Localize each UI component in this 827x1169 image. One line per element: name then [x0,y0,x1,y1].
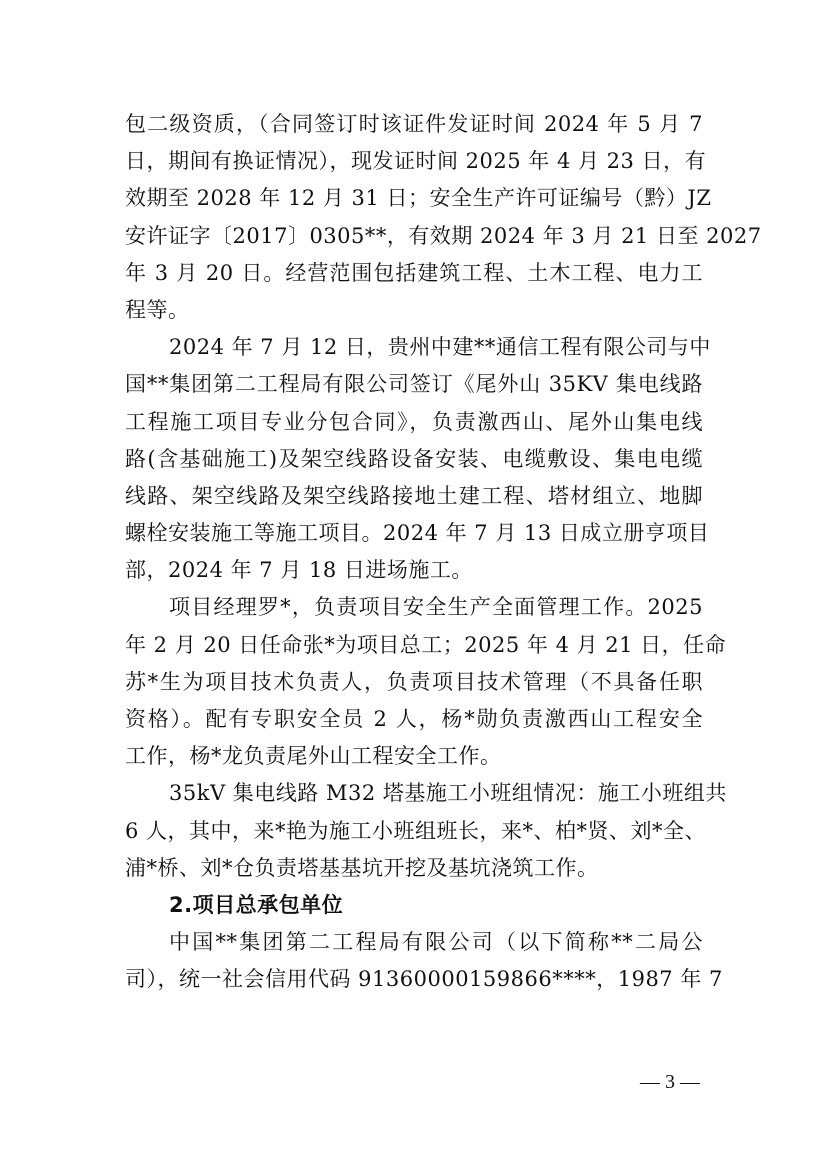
text-line: 螺栓安装施工等施工项目。2024 年 7 月 13 日成立册亨项目 [125,521,710,546]
text-line: 资格）。配有专职安全员 2 人，杨*勋负责激西山工程安全 [125,707,703,731]
text-line: 路(含基础施工)及架空线路设备安装、电缆敷设、集电电缆 [125,446,703,471]
text-line: 中国**集团第二工程局有限公司（以下简称**二局公 [169,930,703,955]
text-line: 效期至 2028 年 12 月 31 日；安全生产许可证编号（黔）JZ [125,186,712,211]
text-line: 日，期间有换证情况），现发证时间 2025 年 4 月 23 日，有 [125,149,707,174]
text-line: 程等。 [125,297,190,322]
text-line: 年 3 月 20 日。经营范围包括建筑工程、土木工程、电力工 [125,260,703,285]
document-body [125,106,762,999]
text-line: 苏*生为项目技术负责人，负责项目技术管理（不具备任职 [125,669,703,694]
text-line: 司），统一社会信用代码 91360000159866****，1987 年 7 [125,967,723,992]
text-line: 浦*桥、刘*仓负责塔基基坑开挖及基坑浇筑工作。 [125,855,599,880]
paragraph-contract [125,329,711,589]
paragraph-personnel [125,589,727,775]
text-line: 工作，杨*龙负责尾外山工程安全工作。 [125,744,502,769]
text-line: 6 人，其中，来*艳为施工小班组班长，来*、柏*贤、刘*全、 [125,818,707,843]
text-line: 2024 年 7 月 12 日，贵州中建**通信工程有限公司与中 [169,335,711,360]
text-line: 35kV 集电线路 M32 塔基施工小班组情况：施工小班组共 [169,781,727,806]
paragraph-qualification [125,106,762,329]
text-line: 安许证字〔2017〕0305**，有效期 2024 年 3 月 21 日至 2027 [125,223,762,248]
paragraph-general-contractor [125,924,723,998]
text-line: 包二级资质，（合同签订时该证件发证时间 2024 年 5 月 7 [125,112,703,136]
section-heading: 2.项目总承包单位 [169,892,344,917]
text-line: 线路、架空线路及架空线路接地土建工程、塔材组立、地脚 [125,483,703,508]
page-number: — 3 — [640,1071,700,1093]
text-line: 项目经理罗*，负责项目安全生产全面管理工作。2025 [169,595,703,620]
paragraph-work-team [125,775,727,887]
text-line: 国**集团第二工程局有限公司签订《尾外山 35KV 集电线路 [125,372,703,397]
text-line: 年 2 月 20 日任命张*为项目总工；2025 年 4 月 21 日，任命 [125,632,727,657]
text-line: 工程施工项目专业分包合同》，负责激西山、尾外山集电线 [125,409,703,434]
text-line: 部，2024 年 7 月 18 日进场施工。 [125,558,473,583]
